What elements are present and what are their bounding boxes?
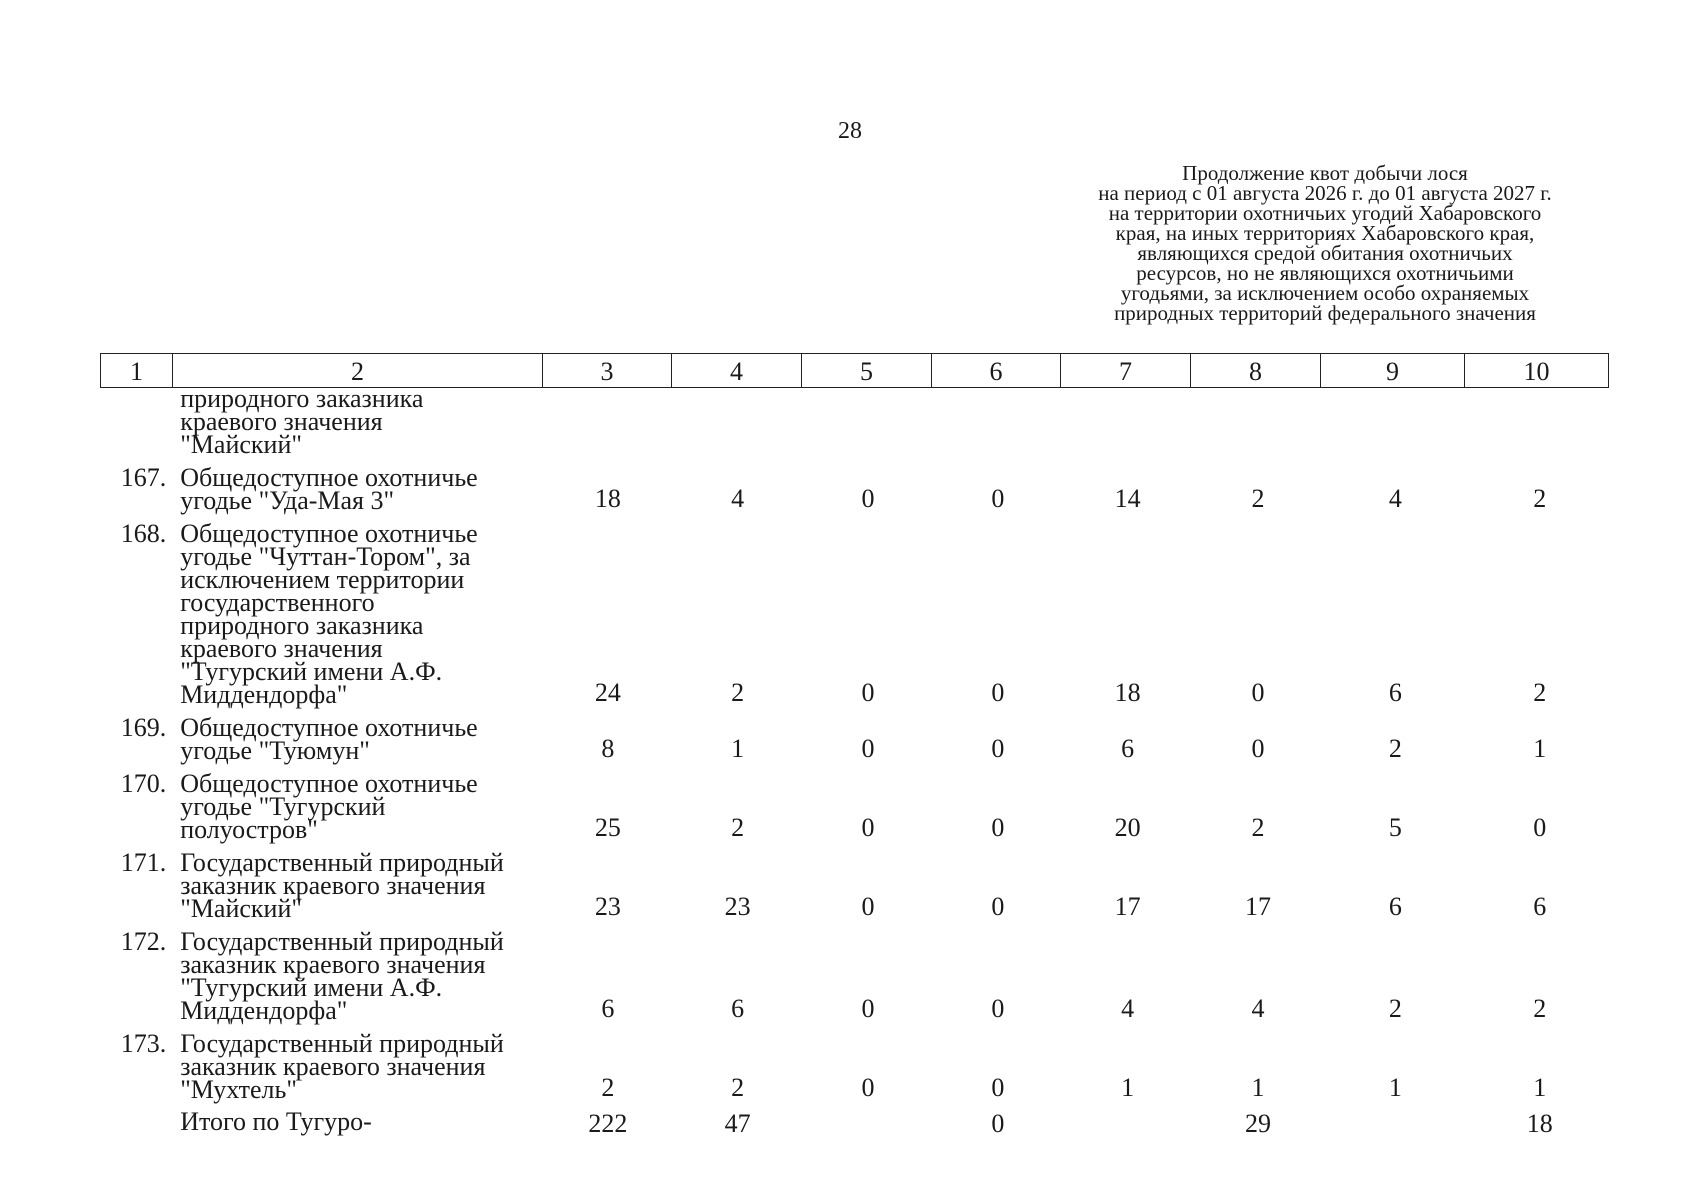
total-label: Итого по Тугуро- [180,1107,372,1136]
cell-col-9: 1 [1388,1073,1402,1102]
cell-col-7: 14 [1114,484,1141,513]
cell-col-8: 2 [1251,813,1265,842]
name-line: заказник краевого значения [180,950,486,979]
row-name [172,708,543,764]
name-line: заказник краевого значения [180,1052,486,1081]
caption-line: на территории охотничьих угодий Хабаровского [1108,201,1542,225]
table-row [100,843,1612,922]
name-line: полуостров" [180,815,318,844]
cell-col-6: 0 [991,678,1005,707]
caption-line: Продолжение квот добычи лося [1182,161,1468,185]
name-line: Общедоступное охотничье [180,463,478,492]
cell-col-5: 0 [861,813,875,842]
cell-col-6: 0 [991,1073,1005,1102]
continuation-text [172,384,543,459]
caption-line: края, на иных территориях Хабаровского края, [1115,221,1535,245]
cell-col-8: 0 [1251,734,1265,763]
row-number: 172. [120,927,167,956]
name-line: заказник краевого значения [180,871,486,900]
cell-col-4: 2 [731,813,745,842]
caption-line: являющихся средой обитания охотничьих [1137,241,1513,265]
cell-col-9: 2 [1388,734,1402,763]
row-number: 170. [120,769,167,798]
cell-col-5: 0 [861,994,875,1023]
total-col-4: 47 [724,1109,751,1138]
column-number-4: 4 [672,354,802,388]
cell-col-5: 0 [861,484,875,513]
table-row [100,1024,1612,1103]
cell-col-10: 1 [1533,1073,1547,1102]
name-line: "Тугурский имени А.Ф. [180,973,443,1002]
name-line: Государственный природный [180,927,504,956]
row-number: 173. [120,1029,167,1058]
cell-col-6: 0 [991,892,1005,921]
cell-col-9: 5 [1388,813,1402,842]
cell-col-10: 6 [1533,892,1547,921]
total-col-8: 29 [1245,1109,1272,1138]
name-line: краевого значения [180,407,383,436]
cell-col-5: 0 [861,734,875,763]
total-col-10: 18 [1526,1109,1553,1138]
name-line: "Тугурский имени А.Ф. [180,657,443,686]
column-number-1: 1 [101,354,173,388]
row-name [172,458,543,514]
cell-col-6: 0 [991,484,1005,513]
name-line: государственного [180,588,375,617]
cell-col-4: 2 [731,1073,745,1102]
name-line: Миддендорфа" [180,996,348,1025]
total-col-5 [803,1103,933,1139]
page-number: 28 [838,118,862,144]
cell-col-6: 0 [991,813,1005,842]
name-line: краевого значения [180,634,383,663]
cell-col-3: 23 [594,892,621,921]
cell-col-10: 2 [1533,994,1547,1023]
name-line: Государственный природный [180,848,504,877]
column-number-5: 5 [802,354,932,388]
cell-col-7: 1 [1121,1073,1135,1102]
name-line: угодье "Туюмун" [180,736,370,765]
total-col-6: 0 [991,1109,1005,1138]
table-caption [1055,163,1595,323]
row-number: 167. [120,463,167,492]
cell-col-4: 6 [731,994,745,1023]
row-number: 171. [120,848,167,877]
row-name [172,843,543,922]
cell-col-9: 6 [1388,892,1402,921]
name-line: угодье "Тугурский [180,792,386,821]
cell-col-8: 4 [1251,994,1265,1023]
row-name [172,764,543,843]
cell-col-7: 18 [1114,678,1141,707]
cell-col-7: 17 [1114,892,1141,921]
cell-col-10: 0 [1533,813,1547,842]
cell-col-10: 1 [1533,734,1547,763]
name-line: Государственный природный [180,1029,504,1058]
cell-col-3: 24 [594,678,621,707]
column-number-header [100,353,1609,388]
table-row [100,708,1612,764]
cell-col-4: 1 [731,734,745,763]
cell-col-3: 18 [594,484,621,513]
column-number-7: 7 [1061,354,1191,388]
table-row [100,922,1612,1024]
column-number-3: 3 [543,354,672,388]
name-line: Общедоступное охотничье [180,713,478,742]
row-number: 169. [120,713,167,742]
cell-col-8: 17 [1245,892,1272,921]
total-col-9 [1323,1103,1467,1139]
cell-col-5: 0 [861,678,875,707]
cell-col-9: 4 [1388,484,1402,513]
quota-table [100,384,1612,1139]
name-line: "Майский" [180,430,302,459]
cell-col-8: 2 [1251,484,1265,513]
name-line: "Майский" [180,894,302,923]
cell-col-3: 6 [601,994,615,1023]
cell-col-5: 0 [861,1073,875,1102]
name-line: Общедоступное охотничье [180,769,478,798]
cell-col-8: 1 [1251,1073,1265,1102]
name-line: Общедоступное охотничье [180,519,478,548]
name-line: угодье "Уда-Мая 3" [180,486,395,515]
name-line: природного заказника [180,384,424,413]
row-number: 168. [120,519,167,548]
cell-col-9: 2 [1388,994,1402,1023]
cell-col-9: 6 [1388,678,1402,707]
cell-col-5: 0 [861,892,875,921]
name-line: природного заказника [180,611,424,640]
cell-col-3: 2 [601,1073,615,1102]
total-row [100,1103,1612,1139]
name-line: исключением территории [180,565,465,594]
column-number-6: 6 [932,354,1061,388]
cell-col-4: 2 [731,678,745,707]
cell-col-7: 20 [1114,813,1141,842]
cell-col-10: 2 [1533,484,1547,513]
cell-col-7: 6 [1121,734,1135,763]
name-line: "Мухтель" [180,1075,297,1104]
table-row [100,764,1612,843]
total-col-3: 222 [588,1109,628,1138]
row-name [172,1024,543,1103]
caption-line: угодьями, за исключением особо охраняемых [1120,281,1530,305]
column-number-9: 9 [1321,354,1465,388]
cell-col-6: 0 [991,994,1005,1023]
cell-col-6: 0 [991,734,1005,763]
table-row [100,514,1612,708]
row-name [172,514,543,708]
column-number-8: 8 [1191,354,1321,388]
continuation-row [100,387,1612,458]
column-number-2: 2 [173,354,543,388]
caption-line: ресурсов, но не являющихся охотничьими [1136,261,1514,285]
caption-line: природных территорий федерального значения [1114,301,1536,325]
cell-col-3: 8 [601,734,615,763]
table-row [100,458,1612,514]
column-number-10: 10 [1465,354,1609,388]
cell-col-4: 4 [731,484,745,513]
name-line: угодье "Чуттан-Тором", за [180,542,471,571]
cell-col-7: 4 [1121,994,1135,1023]
cell-col-8: 0 [1251,678,1265,707]
cell-col-3: 25 [594,813,621,842]
caption-line: на период с 01 августа 2026 г. до 01 августа 2027 г. [1098,181,1552,205]
name-line: Миддендорфа" [180,680,348,709]
row-name [172,922,543,1024]
total-col-7 [1063,1103,1193,1139]
cell-col-4: 23 [724,892,751,921]
cell-col-10: 2 [1533,678,1547,707]
